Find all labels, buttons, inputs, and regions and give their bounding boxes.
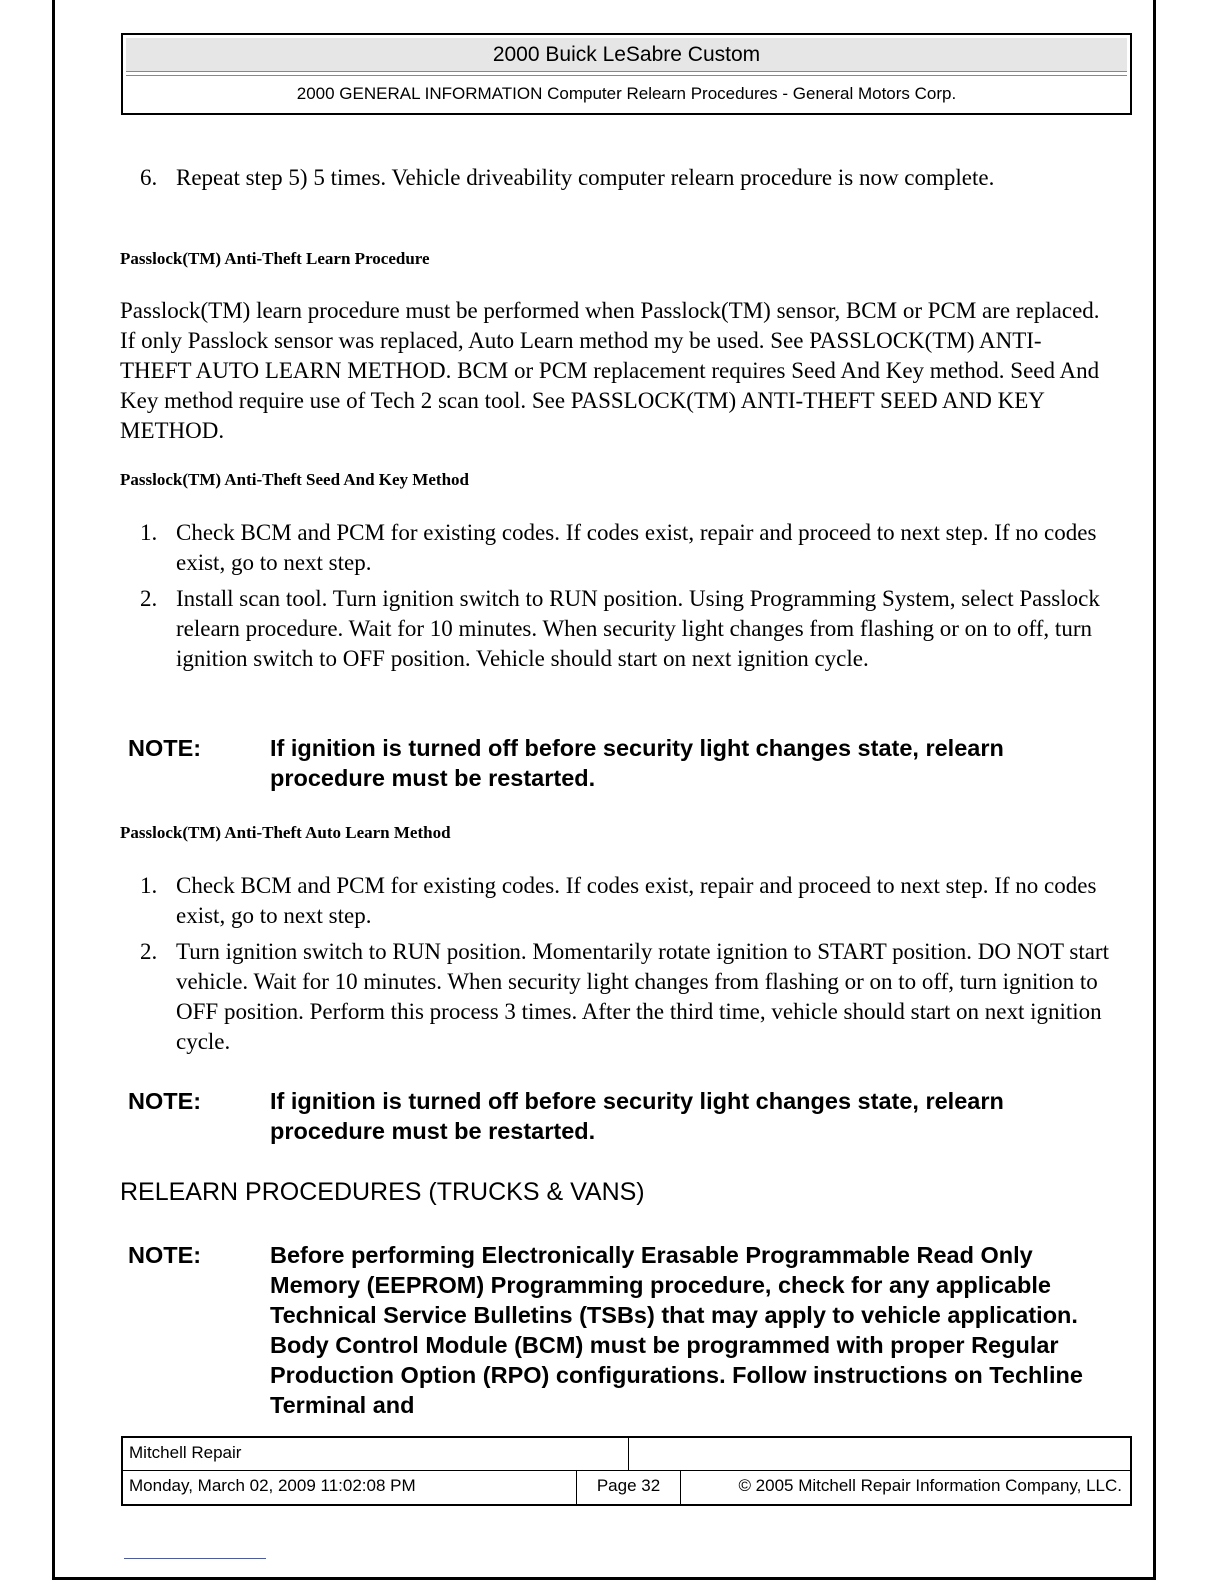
footer-datetime: Monday, March 02, 2009 11:02:08 PM: [123, 1471, 577, 1504]
seed-key-heading: Passlock(TM) Anti-Theft Seed And Key Method: [120, 470, 469, 489]
note-block: [128, 1240, 1088, 1420]
document-footer: [121, 1436, 1132, 1506]
auto-learn-heading: Passlock(TM) Anti-Theft Auto Learn Method: [120, 823, 451, 842]
auto-learn-steps: [120, 871, 1110, 1063]
footer-page: Page 32: [577, 1471, 681, 1504]
list-item: [120, 871, 1110, 931]
learn-procedure-heading: Passlock(TM) Anti-Theft Learn Procedure: [120, 249, 430, 268]
note-text: Before performing Electronically Erasable Programmable Read Only Memory (EEPROM) Programming procedure, check for any applicable Technical Service Bulletins (TSBs) that may apply to vehicle application. Body Control Module (BCM) must be programmed with proper Regular Production Option (RPO) configurations. Follow instructions on Techline Terminal and: [270, 1242, 1083, 1418]
vehicle-title: 2000 Buick LeSabre Custom: [126, 38, 1127, 72]
section-heading: RELEARN PROCEDURES (TRUCKS & VANS): [120, 1178, 645, 1206]
continued-step-list: [120, 163, 1110, 199]
step-number: 2.: [140, 939, 158, 964]
step-text: Turn ignition switch to RUN position. Momentarily rotate ignition to START position. DO NOT start vehicle. Wait for 10 minutes. When security light changes from flashing or on to off, turn ignition to OFF position. Perform this process 3 times. After the third time, vehicle should start on next ignition cycle.: [176, 939, 1109, 1054]
note-text: If ignition is turned off before security light changes state, relearn procedure must be restarted.: [270, 735, 1004, 791]
list-item: [120, 518, 1110, 578]
step-number: 1.: [140, 520, 158, 545]
list-item: [120, 163, 1110, 193]
step-text: Check BCM and PCM for existing codes. If codes exist, repair and proceed to next step. If no codes exist, go to next step.: [176, 873, 1097, 928]
step-number: 2.: [140, 586, 158, 611]
footer-divider: [124, 1558, 266, 1559]
step-number: 6.: [140, 165, 158, 190]
note-block: [128, 1086, 1088, 1146]
step-text: Check BCM and PCM for existing codes. If codes exist, repair and proceed to next step. If no codes exist, go to next step.: [176, 520, 1097, 575]
note-text: If ignition is turned off before security light changes state, relearn procedure must be restarted.: [270, 1088, 1004, 1144]
document-header: [121, 33, 1132, 115]
note-label: NOTE:: [128, 1242, 202, 1268]
seed-key-steps: [120, 518, 1110, 680]
note-label: NOTE:: [128, 1088, 202, 1114]
list-item: [120, 937, 1110, 1057]
footer-company: Mitchell Repair: [123, 1438, 629, 1471]
footer-blank-cell: [629, 1438, 1130, 1471]
note-block: [128, 733, 1088, 793]
document-subtitle: 2000 GENERAL INFORMATION Computer Relearn Procedures - General Motors Corp.: [126, 75, 1127, 112]
step-text: Install scan tool. Turn ignition switch to RUN position. Using Programming System, select Passlock relearn procedure. Wait for 10 minutes. When security light changes from flashing or on to off, turn ignition switch to OFF position. Vehicle should start on next ignition cycle.: [176, 586, 1100, 671]
list-item: [120, 584, 1110, 674]
step-text: Repeat step 5) 5 times. Vehicle driveability computer relearn procedure is now complete.: [176, 165, 995, 190]
step-number: 1.: [140, 873, 158, 898]
footer-copyright: © 2005 Mitchell Repair Information Company, LLC.: [738, 1476, 1122, 1495]
learn-procedure-paragraph: Passlock(TM) learn procedure must be performed when Passlock(TM) sensor, BCM or PCM are replaced. If only Passlock sensor was replaced, Auto Learn method my be used. See PASSLOCK(TM) ANTI-THEFT AUTO LEARN METHOD. BCM or PCM replacement requires Seed And Key method. Seed And Key method require use of Tech 2 scan tool. See PASSLOCK(TM) ANTI-THEFT SEED AND KEY METHOD.: [120, 298, 1100, 443]
note-label: NOTE:: [128, 735, 202, 761]
